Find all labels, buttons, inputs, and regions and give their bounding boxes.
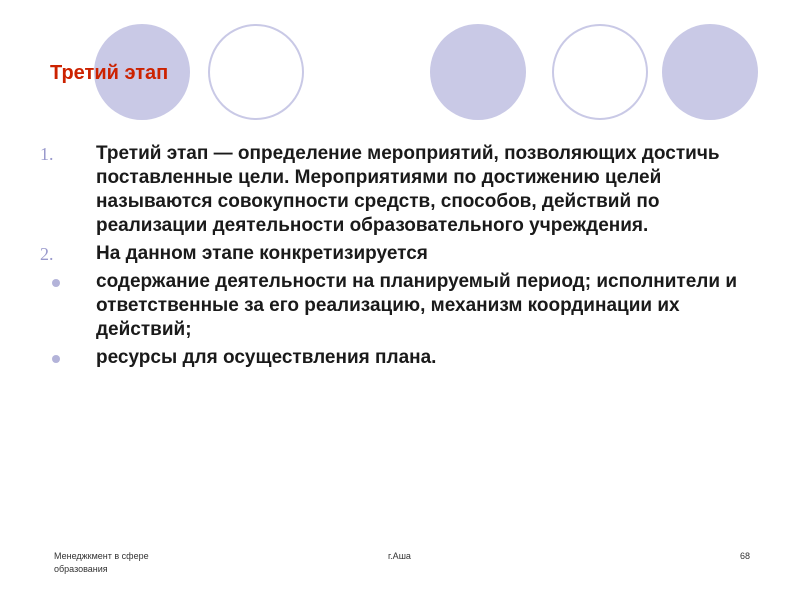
footer-left-text: Менеджкмент в сфере образования bbox=[54, 551, 149, 574]
list-number-2: 2. bbox=[40, 244, 54, 264]
page-number: 68 bbox=[740, 551, 751, 561]
slide-title: Третий этап bbox=[50, 62, 169, 84]
decor-circle-4 bbox=[552, 24, 648, 120]
footer-center-text: г.Аша bbox=[388, 551, 411, 561]
slide-content-list bbox=[40, 142, 760, 374]
list-item-text-2: На данном этапе конкретизируется bbox=[96, 243, 428, 264]
list-item-2 bbox=[40, 242, 760, 266]
list-number-1: 1. bbox=[40, 144, 54, 164]
bullet-item-text-1: содержание деятельности на планируемый период; исполнители и ответственные за его реализацию, механизм координации их действий; bbox=[96, 271, 738, 340]
bullet-item-2 bbox=[40, 346, 760, 370]
bullet-item-1 bbox=[40, 270, 760, 342]
list-item-1 bbox=[40, 142, 760, 238]
bullet-dot-icon bbox=[52, 355, 60, 363]
decor-circle-2 bbox=[208, 24, 304, 120]
bullet-dot-icon bbox=[52, 279, 60, 287]
decor-circle-5 bbox=[662, 24, 758, 120]
bullet-item-text-2: ресурсы для осуществления плана. bbox=[96, 347, 437, 368]
list-item-text-1: Третий этап — определение мероприятий, позволяющих достичь поставленные цели. Мероприятиями по достижению целей называются совокупности средств, способов, действий по реализации деятельности образовательного учреждения. bbox=[96, 143, 720, 236]
decor-circle-3 bbox=[430, 24, 526, 120]
